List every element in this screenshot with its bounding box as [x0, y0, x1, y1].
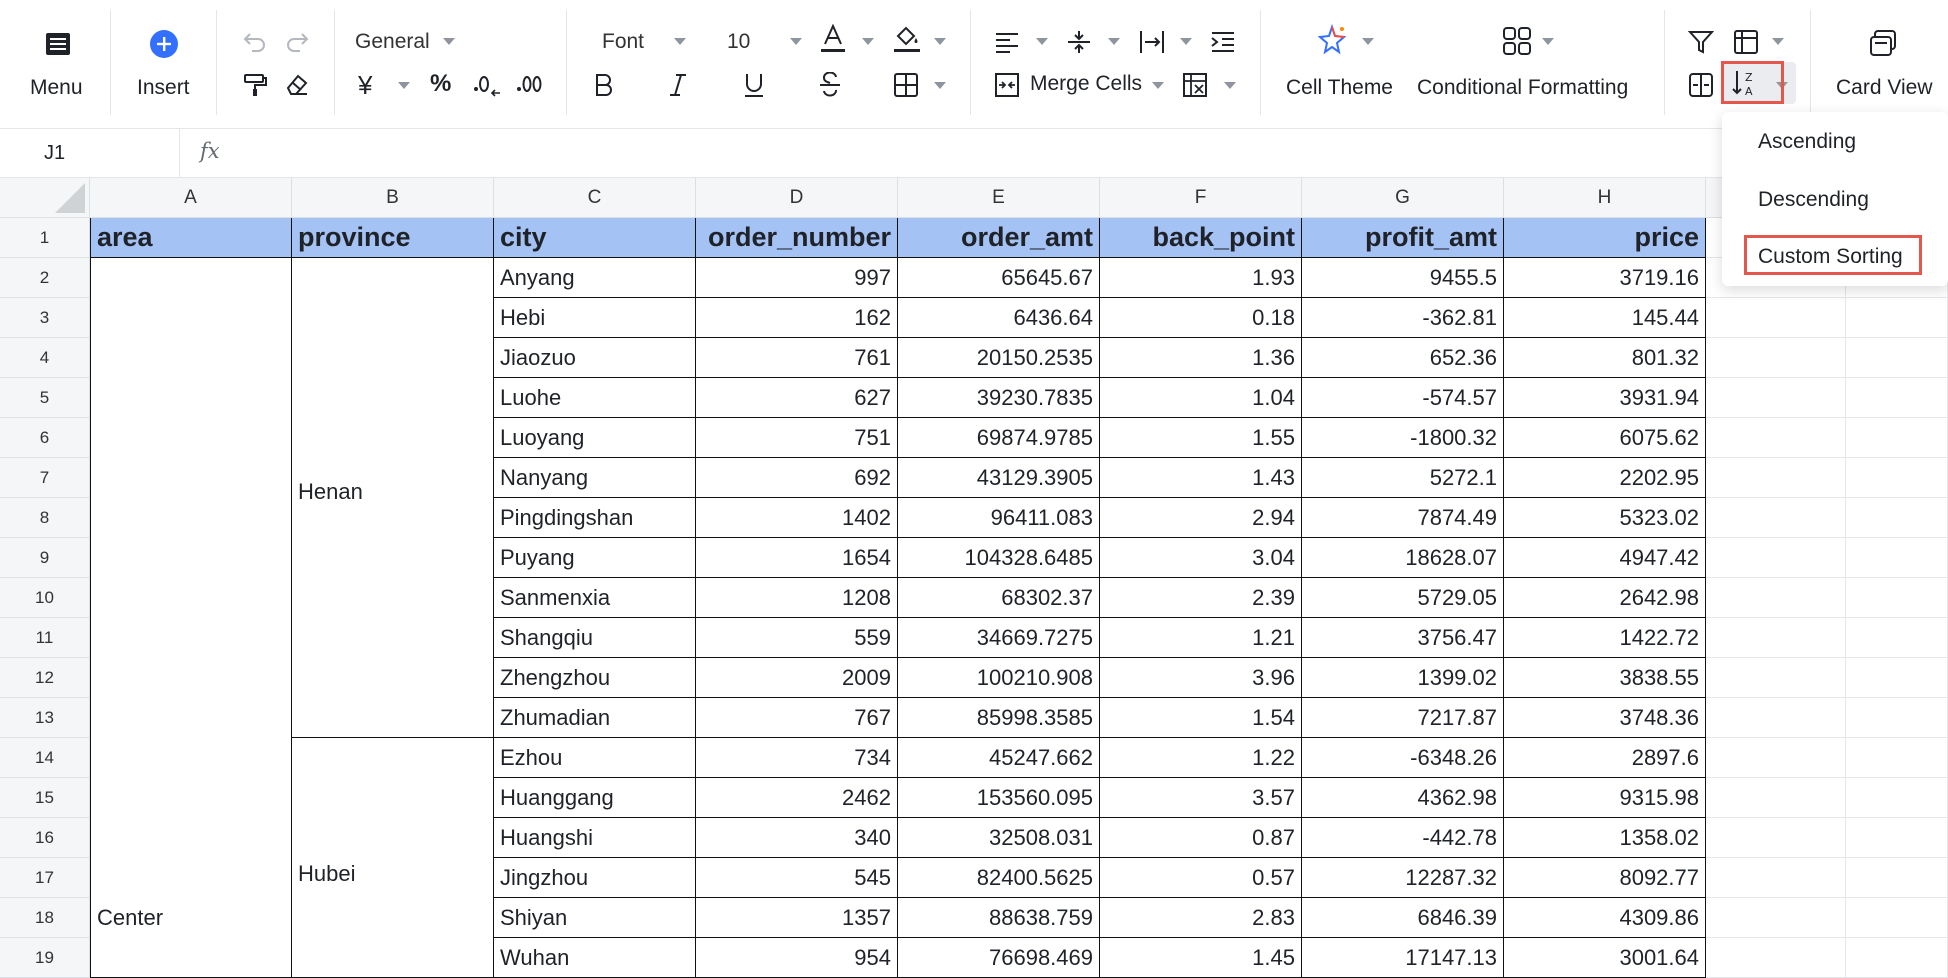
data-cell[interactable]: 32508.031 — [898, 818, 1100, 858]
data-cell[interactable]: 1358.02 — [1504, 818, 1706, 858]
data-cell[interactable]: 4309.86 — [1504, 898, 1706, 938]
data-cell[interactable]: Ezhou — [494, 738, 696, 778]
data-cell[interactable]: 692 — [696, 458, 898, 498]
number-format-select[interactable]: General — [355, 30, 430, 53]
data-cell[interactable]: 4362.98 — [1302, 778, 1504, 818]
empty-cell[interactable] — [1846, 338, 1948, 378]
empty-cell[interactable] — [1846, 818, 1948, 858]
data-cell[interactable]: 82400.5625 — [898, 858, 1100, 898]
plus-circle-icon — [149, 29, 179, 59]
data-cell[interactable]: 1208 — [696, 578, 898, 618]
svg-text:Z: Z — [1745, 71, 1753, 84]
column-header[interactable]: H — [1504, 178, 1706, 218]
empty-cell[interactable] — [1706, 698, 1846, 738]
empty-cell[interactable] — [1846, 898, 1948, 938]
data-cell[interactable]: 153560.095 — [898, 778, 1100, 818]
split-view-icon[interactable] — [1688, 72, 1714, 98]
data-cell[interactable]: 1357 — [696, 898, 898, 938]
card-view-button[interactable] — [1826, 20, 1942, 104]
data-cell[interactable]: Huanggang — [494, 778, 696, 818]
data-cell[interactable]: 8092.77 — [1504, 858, 1706, 898]
data-cell[interactable]: 1.93 — [1100, 258, 1302, 298]
data-cell[interactable]: 652.36 — [1302, 338, 1504, 378]
data-cell[interactable]: Puyang — [494, 538, 696, 578]
data-cell[interactable]: -6348.26 — [1302, 738, 1504, 778]
row-header[interactable]: 13 — [0, 698, 90, 738]
row-header[interactable]: 8 — [0, 498, 90, 538]
empty-cell[interactable] — [1846, 578, 1948, 618]
data-cell[interactable]: 5272.1 — [1302, 458, 1504, 498]
row-header[interactable]: 14 — [0, 738, 90, 778]
data-cell[interactable]: Jingzhou — [494, 858, 696, 898]
data-cell[interactable]: 45247.662 — [898, 738, 1100, 778]
data-cell[interactable]: 2.83 — [1100, 898, 1302, 938]
data-cell[interactable]: 18628.07 — [1302, 538, 1504, 578]
row-header[interactable]: 5 — [0, 378, 90, 418]
data-cell[interactable]: 6075.62 — [1504, 418, 1706, 458]
data-cell[interactable]: 104328.6485 — [898, 538, 1100, 578]
row-header[interactable]: 16 — [0, 818, 90, 858]
cell-theme-label: Cell Theme — [1286, 76, 1393, 99]
custom-sorting-highlight — [1744, 235, 1922, 275]
header-cell[interactable]: order_amt — [898, 218, 1100, 258]
fx-icon: fx — [200, 139, 220, 163]
data-cell[interactable]: 43129.3905 — [898, 458, 1100, 498]
data-cell[interactable]: 1.54 — [1100, 698, 1302, 738]
menu-label: Menu — [30, 76, 83, 99]
data-cell[interactable]: 9315.98 — [1504, 778, 1706, 818]
conditional-formatting-label: Conditional Formatting — [1417, 76, 1629, 99]
insert-button[interactable] — [124, 20, 204, 104]
empty-cell[interactable] — [1706, 538, 1846, 578]
header-cell[interactable]: area — [90, 218, 292, 258]
data-cell[interactable]: 12287.32 — [1302, 858, 1504, 898]
data-cell[interactable]: Zhengzhou — [494, 658, 696, 698]
data-cell[interactable]: 5729.05 — [1302, 578, 1504, 618]
sort-dropdown-menu — [1722, 112, 1948, 286]
empty-cell[interactable] — [1706, 818, 1846, 858]
data-cell[interactable]: 1.36 — [1100, 338, 1302, 378]
row-header[interactable]: 17 — [0, 858, 90, 898]
data-cell[interactable]: 69874.9785 — [898, 418, 1100, 458]
data-cell[interactable]: 954 — [696, 938, 898, 978]
column-header[interactable]: C — [494, 178, 696, 218]
data-cell[interactable]: 162 — [696, 298, 898, 338]
filter-icon[interactable] — [1688, 29, 1714, 55]
empty-cell[interactable] — [1846, 858, 1948, 898]
font-size-select[interactable]: 10 — [727, 30, 751, 53]
row-header[interactable]: 11 — [0, 618, 90, 658]
data-cell[interactable]: Shiyan — [494, 898, 696, 938]
freeze-icon[interactable] — [1182, 72, 1208, 98]
data-cell[interactable]: 2202.95 — [1504, 458, 1706, 498]
data-cell[interactable]: 2462 — [696, 778, 898, 818]
data-cell[interactable]: 1422.72 — [1504, 618, 1706, 658]
merge-cells-icon[interactable] — [994, 72, 1020, 98]
empty-cell[interactable] — [1846, 698, 1948, 738]
row-header[interactable]: 19 — [0, 938, 90, 978]
card-view-label: Card View — [1836, 76, 1933, 99]
data-cell[interactable]: 1.55 — [1100, 418, 1302, 458]
italic-icon[interactable] — [666, 72, 690, 98]
data-cell[interactable]: 7874.49 — [1302, 498, 1504, 538]
data-cell[interactable]: Wuhan — [494, 938, 696, 978]
header-cell[interactable]: price — [1504, 218, 1706, 258]
eraser-icon[interactable] — [284, 72, 310, 98]
formula-input[interactable] — [240, 129, 1700, 177]
empty-cell[interactable] — [1706, 658, 1846, 698]
text-color-icon[interactable] — [820, 24, 846, 56]
data-cell[interactable]: Anyang — [494, 258, 696, 298]
data-cell[interactable]: 801.32 — [1504, 338, 1706, 378]
merged-province-cell[interactable]: Henan — [292, 258, 494, 738]
data-cell[interactable]: 2897.6 — [1504, 738, 1706, 778]
empty-cell[interactable] — [1846, 738, 1948, 778]
data-cell[interactable]: -362.81 — [1302, 298, 1504, 338]
data-cell[interactable]: 6436.64 — [898, 298, 1100, 338]
text-wrap-icon[interactable] — [1138, 29, 1166, 55]
data-cell[interactable]: Huangshi — [494, 818, 696, 858]
data-cell[interactable]: Sanmenxia — [494, 578, 696, 618]
column-header[interactable]: D — [696, 178, 898, 218]
data-cell[interactable]: 751 — [696, 418, 898, 458]
column-header[interactable]: F — [1100, 178, 1302, 218]
empty-cell[interactable] — [1846, 418, 1948, 458]
empty-cell[interactable] — [1846, 298, 1948, 338]
data-cell[interactable]: 340 — [696, 818, 898, 858]
empty-cell[interactable] — [1706, 898, 1846, 938]
underline-icon[interactable] — [742, 72, 766, 98]
decrease-decimal-icon[interactable] — [472, 72, 502, 98]
empty-cell[interactable] — [1706, 378, 1846, 418]
data-cell[interactable]: 1654 — [696, 538, 898, 578]
svg-text:A: A — [1745, 85, 1753, 98]
row-header[interactable]: 9 — [0, 538, 90, 578]
data-cell[interactable]: 4947.42 — [1504, 538, 1706, 578]
empty-cell[interactable] — [1706, 938, 1846, 978]
empty-cell[interactable] — [1706, 298, 1846, 338]
empty-cell[interactable] — [1846, 938, 1948, 978]
empty-cell[interactable] — [1846, 658, 1948, 698]
menu-icon — [44, 30, 72, 58]
data-cell[interactable]: 1399.02 — [1302, 658, 1504, 698]
conditional-formatting-button[interactable] — [1412, 20, 1642, 104]
data-cell[interactable]: 85998.3585 — [898, 698, 1100, 738]
row-header[interactable]: 2 — [0, 258, 90, 298]
data-cell[interactable]: Nanyang — [494, 458, 696, 498]
data-cell[interactable]: 997 — [696, 258, 898, 298]
column-header[interactable]: A — [90, 178, 292, 218]
data-cell[interactable]: Shangqiu — [494, 618, 696, 658]
data-cell[interactable]: 1.45 — [1100, 938, 1302, 978]
data-cell[interactable]: 0.87 — [1100, 818, 1302, 858]
vertical-align-icon[interactable] — [1066, 29, 1092, 55]
data-cell[interactable]: -1800.32 — [1302, 418, 1504, 458]
empty-cell[interactable] — [1706, 738, 1846, 778]
row-header[interactable]: 10 — [0, 578, 90, 618]
data-cell[interactable]: 7217.87 — [1302, 698, 1504, 738]
empty-cell[interactable] — [1706, 458, 1846, 498]
card-view-icon — [1868, 28, 1898, 58]
indent-icon[interactable] — [1210, 30, 1236, 54]
empty-cell[interactable] — [1706, 418, 1846, 458]
data-cell[interactable]: 20150.2535 — [898, 338, 1100, 378]
empty-cell[interactable] — [1846, 378, 1948, 418]
data-cell[interactable]: 6846.39 — [1302, 898, 1504, 938]
data-cell[interactable]: 68302.37 — [898, 578, 1100, 618]
sort-ascending-option[interactable]: Ascending — [1758, 130, 1857, 153]
data-cell[interactable]: 2.39 — [1100, 578, 1302, 618]
column-header[interactable]: G — [1302, 178, 1504, 218]
data-cell[interactable]: 96411.083 — [898, 498, 1100, 538]
empty-cell[interactable] — [1706, 858, 1846, 898]
percent-format-button[interactable]: % — [430, 70, 452, 97]
data-cell[interactable]: 9455.5 — [1302, 258, 1504, 298]
data-cell[interactable]: 3.96 — [1100, 658, 1302, 698]
empty-cell[interactable] — [1846, 538, 1948, 578]
data-cell[interactable]: 3756.47 — [1302, 618, 1504, 658]
data-cell[interactable]: 88638.759 — [898, 898, 1100, 938]
header-cell[interactable]: profit_amt — [1302, 218, 1504, 258]
data-cell[interactable]: 39230.7835 — [898, 378, 1100, 418]
data-cell[interactable]: 145.44 — [1504, 298, 1706, 338]
undo-icon[interactable] — [242, 30, 268, 54]
data-cell[interactable]: 3.57 — [1100, 778, 1302, 818]
data-cell[interactable]: 734 — [696, 738, 898, 778]
increase-decimal-icon[interactable] — [516, 72, 546, 98]
empty-cell[interactable] — [1706, 338, 1846, 378]
data-cell[interactable]: 2.94 — [1100, 498, 1302, 538]
empty-cell[interactable] — [1706, 778, 1846, 818]
row-header[interactable]: 3 — [0, 298, 90, 338]
data-cell[interactable]: -574.57 — [1302, 378, 1504, 418]
sort-descending-option[interactable]: Descending — [1758, 188, 1869, 211]
custom-sorting-option[interactable]: Custom Sorting — [1758, 245, 1903, 268]
row-header[interactable]: 4 — [0, 338, 90, 378]
empty-cell[interactable] — [1846, 778, 1948, 818]
empty-cell[interactable] — [1706, 618, 1846, 658]
bold-icon[interactable] — [592, 72, 616, 98]
data-cell[interactable]: 17147.13 — [1302, 938, 1504, 978]
merged-area-cell[interactable]: Center — [90, 258, 292, 978]
data-cell[interactable]: 761 — [696, 338, 898, 378]
formula-bar — [0, 129, 1948, 178]
data-cell[interactable]: 3748.36 — [1504, 698, 1706, 738]
data-cell[interactable]: 2642.98 — [1504, 578, 1706, 618]
data-cell[interactable]: Hebi — [494, 298, 696, 338]
merge-cells-button[interactable]: Merge Cells — [1030, 72, 1143, 95]
data-cell[interactable]: 34669.7275 — [898, 618, 1100, 658]
data-cell[interactable]: 100210.908 — [898, 658, 1100, 698]
row-header[interactable]: 12 — [0, 658, 90, 698]
cell-theme-button[interactable] — [1280, 20, 1400, 104]
data-cell[interactable]: 545 — [696, 858, 898, 898]
row-header[interactable]: 6 — [0, 418, 90, 458]
data-cell[interactable]: 0.18 — [1100, 298, 1302, 338]
data-cell[interactable]: Pingdingshan — [494, 498, 696, 538]
empty-cell[interactable] — [1846, 498, 1948, 538]
empty-cell[interactable] — [1706, 578, 1846, 618]
data-cell[interactable]: 0.57 — [1100, 858, 1302, 898]
data-cell[interactable]: 1.22 — [1100, 738, 1302, 778]
align-left-icon[interactable] — [994, 30, 1020, 54]
currency-format-button[interactable]: ¥ — [358, 70, 373, 100]
sparkle-star-icon — [1316, 24, 1348, 56]
header-cell[interactable]: order_number — [696, 218, 898, 258]
format-painter-icon[interactable] — [242, 72, 268, 98]
redo-icon[interactable] — [284, 30, 310, 54]
data-cell[interactable]: Zhumadian — [494, 698, 696, 738]
header-cell[interactable]: province — [292, 218, 494, 258]
cell-reference-box[interactable]: J1 — [0, 129, 180, 177]
row-header[interactable]: 18 — [0, 898, 90, 938]
fill-color-icon[interactable] — [892, 24, 922, 56]
data-cell[interactable]: 767 — [696, 698, 898, 738]
data-cell[interactable]: 3719.16 — [1504, 258, 1706, 298]
toolbar — [0, 0, 1948, 129]
data-cell[interactable]: 559 — [696, 618, 898, 658]
row-header[interactable]: 1 — [0, 218, 90, 258]
data-cell[interactable]: 627 — [696, 378, 898, 418]
conditional-formatting-icon — [1502, 26, 1532, 56]
column-header[interactable]: B — [292, 178, 494, 218]
pivot-table-icon[interactable] — [1733, 29, 1759, 55]
data-cell[interactable]: 1.21 — [1100, 618, 1302, 658]
merged-province-cell[interactable]: Hubei — [292, 738, 494, 978]
header-cell[interactable]: back_point — [1100, 218, 1302, 258]
data-cell[interactable]: 5323.02 — [1504, 498, 1706, 538]
data-cell[interactable]: 1.43 — [1100, 458, 1302, 498]
data-cell[interactable]: 3.04 — [1100, 538, 1302, 578]
header-cell[interactable]: city — [494, 218, 696, 258]
data-cell[interactable]: 2009 — [696, 658, 898, 698]
strikethrough-icon[interactable] — [818, 72, 842, 98]
select-all-corner[interactable] — [0, 178, 90, 218]
font-family-select[interactable]: Font — [602, 30, 645, 53]
data-cell[interactable]: 65645.67 — [898, 258, 1100, 298]
data-cell[interactable]: 3838.55 — [1504, 658, 1706, 698]
empty-cell[interactable] — [1706, 498, 1846, 538]
row-header[interactable]: 7 — [0, 458, 90, 498]
borders-icon[interactable] — [893, 72, 919, 98]
data-cell[interactable]: 3001.64 — [1504, 938, 1706, 978]
insert-label: Insert — [137, 76, 190, 99]
data-cell[interactable]: 76698.469 — [898, 938, 1100, 978]
data-cell[interactable]: 3931.94 — [1504, 378, 1706, 418]
data-cell[interactable]: 1402 — [696, 498, 898, 538]
data-cell[interactable]: -442.78 — [1302, 818, 1504, 858]
empty-cell[interactable] — [1846, 618, 1948, 658]
column-header[interactable]: E — [898, 178, 1100, 218]
data-cell[interactable]: Jiaozuo — [494, 338, 696, 378]
row-header[interactable]: 15 — [0, 778, 90, 818]
empty-cell[interactable] — [1846, 458, 1948, 498]
data-cell[interactable]: 1.04 — [1100, 378, 1302, 418]
data-cell[interactable]: Luohe — [494, 378, 696, 418]
sort-button-highlight — [1721, 61, 1784, 104]
data-cell[interactable]: Luoyang — [494, 418, 696, 458]
menu-button[interactable] — [20, 20, 96, 104]
